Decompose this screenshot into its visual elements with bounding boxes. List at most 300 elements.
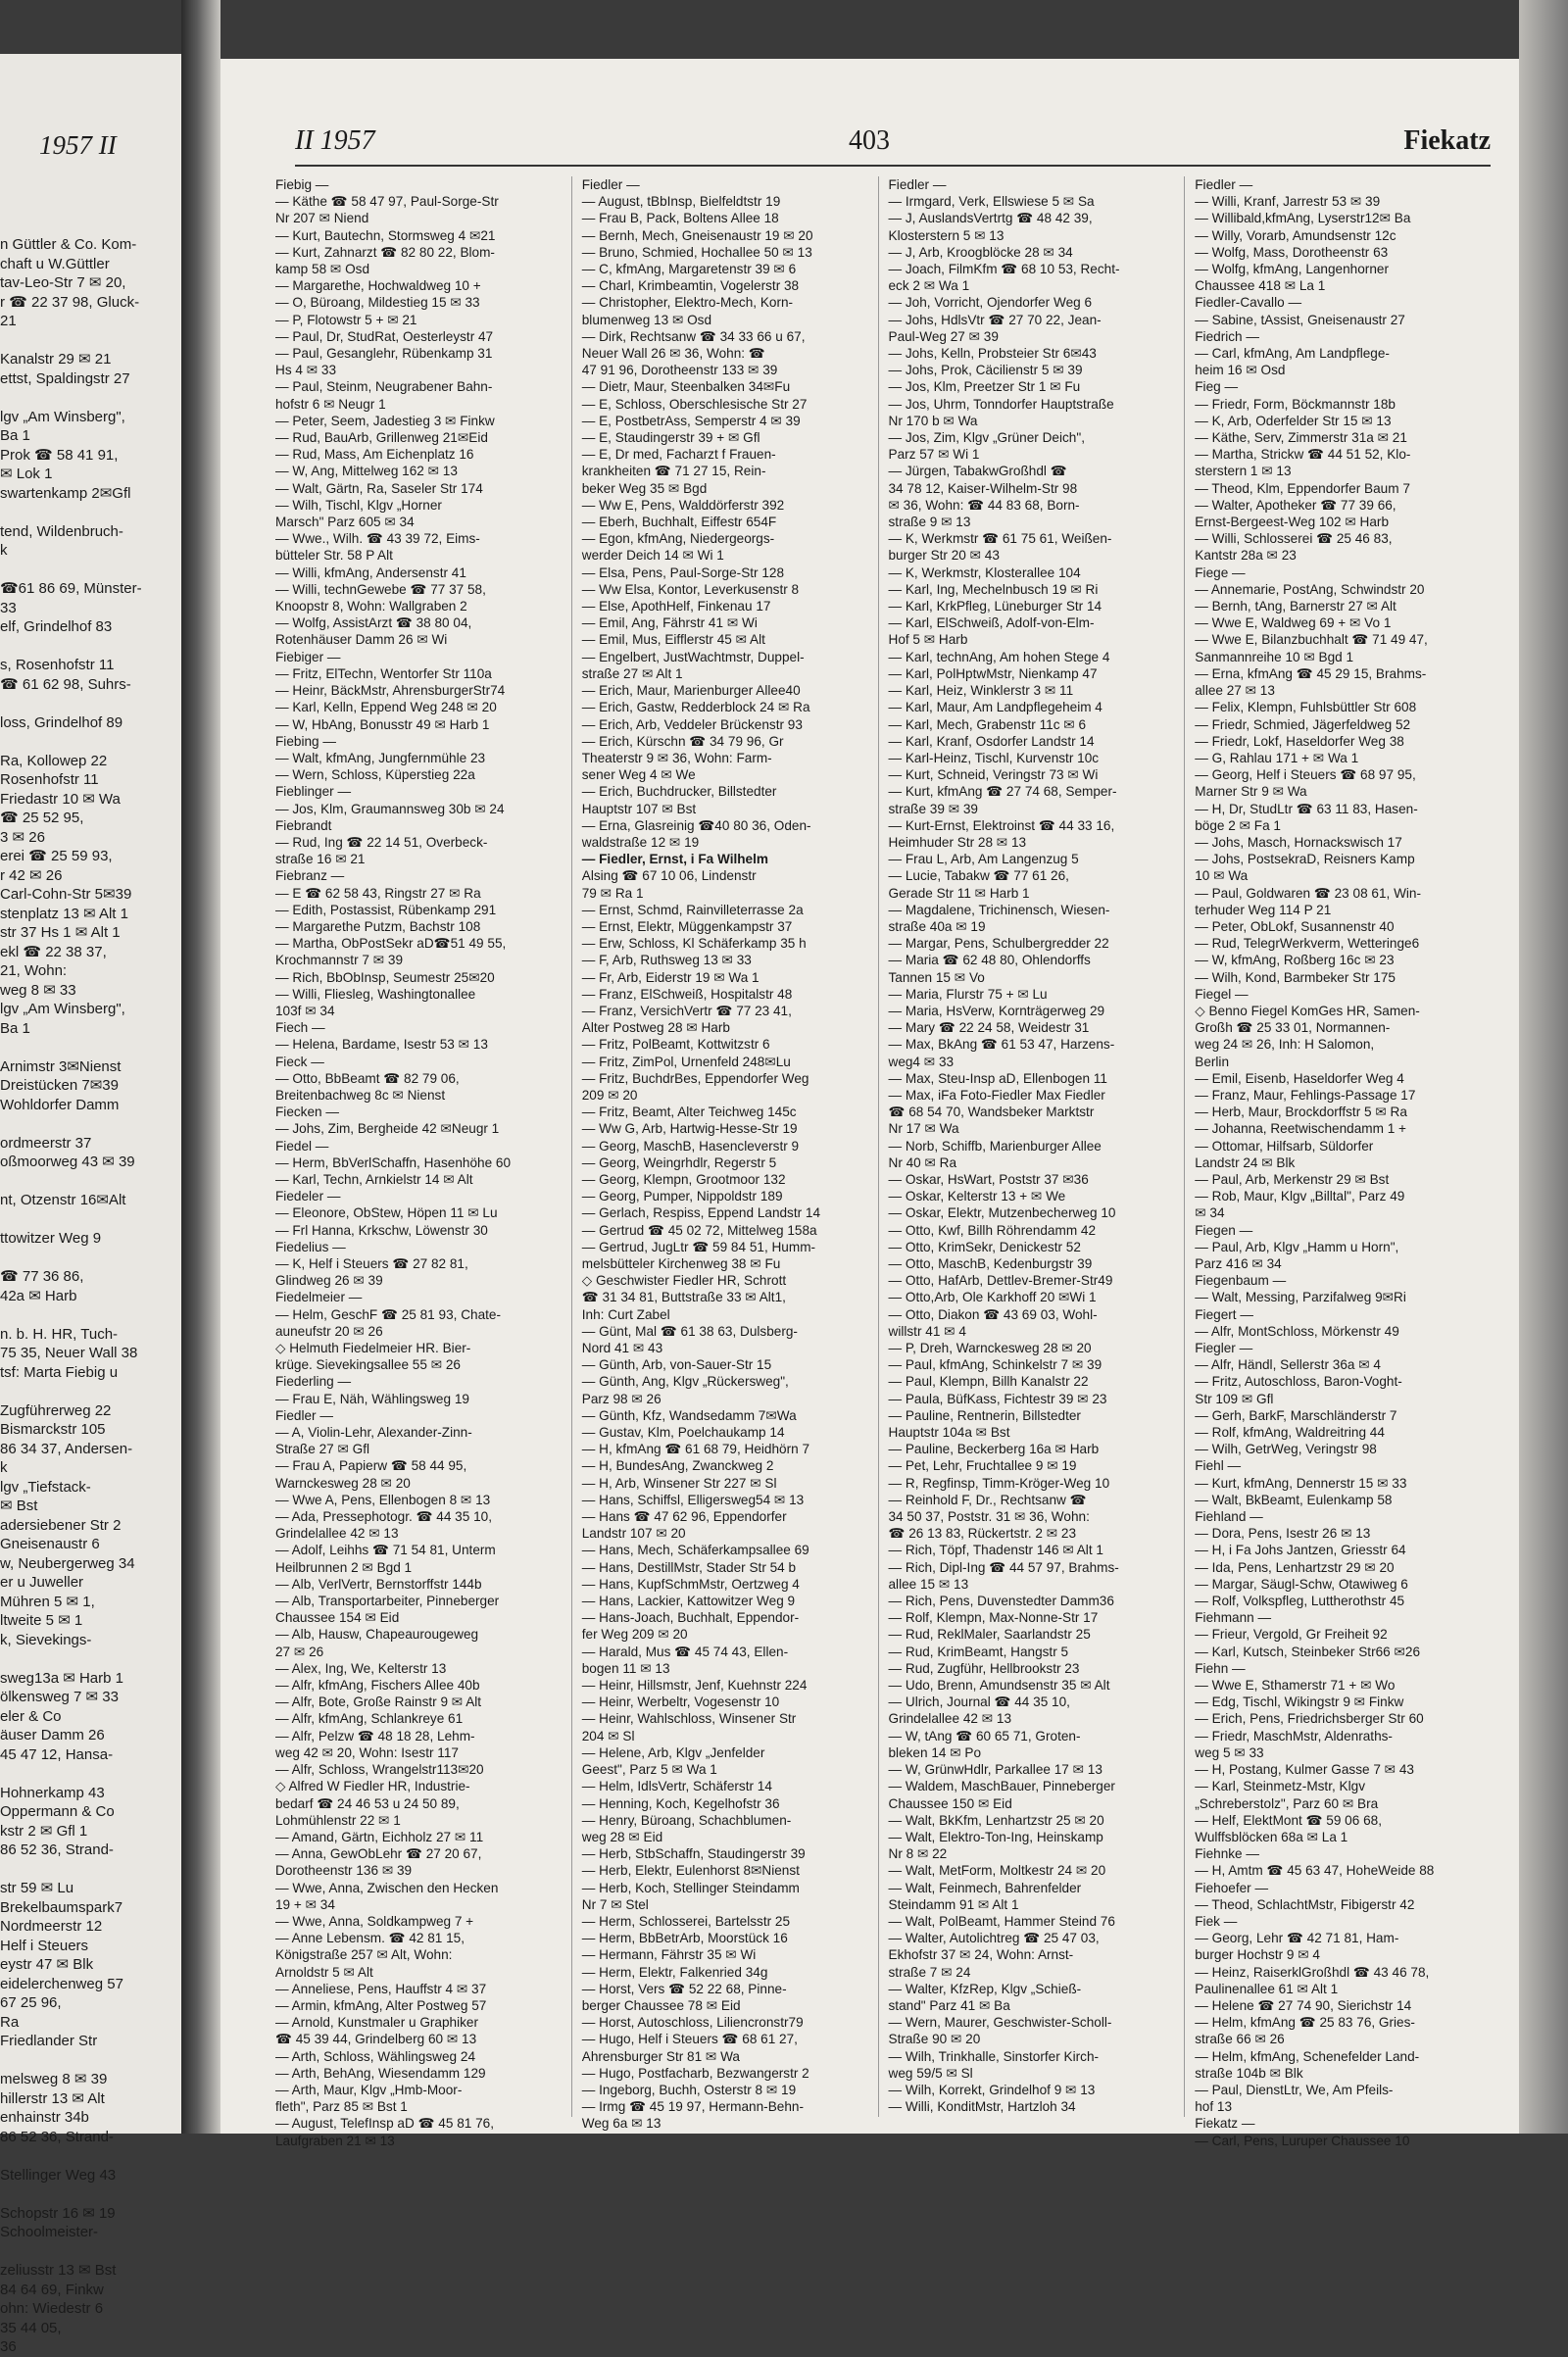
directory-entry: böge 2 ✉ Fa 1 [1195, 817, 1281, 833]
left-page-line: 45 47 12, Hansa- [0, 1745, 114, 1763]
directory-entry: kamp 58 ✉ Osd [275, 262, 370, 277]
directory-entry: Parz 57 ✉ Wi 1 [888, 447, 980, 463]
directory-entry: weg 42 ✉ 20, Wohn: Isestr 117 [275, 1744, 459, 1760]
directory-entry: — K, Werkmstr ☎ 61 75 61, Weißen- [888, 531, 1112, 547]
directory-entry: 34 50 37, Poststr. 31 ✉ 36, Wohn: [888, 1509, 1090, 1525]
directory-entry: Hauptstr 104a ✉ Bst [888, 1425, 1010, 1441]
directory-entry: — Walt, Elektro-Ton-Ing, Heinskamp [888, 1829, 1103, 1844]
left-page-line: r ☎ 22 37 98, Gluck- [0, 293, 140, 311]
directory-entry: — Helm, IdlsVertr, Schäferstr 14 [581, 1779, 772, 1794]
directory-entry: — Joh, Vorricht, Ojendorfer Weg 6 [888, 295, 1093, 311]
directory-entry: — Walter, Autolichtreg ☎ 25 47 03, [888, 1931, 1100, 1946]
directory-entry: — Frau A, Papierw ☎ 58 44 95, [275, 1458, 467, 1474]
directory-entry: — J, AuslandsVertrtg ☎ 48 42 39, [888, 211, 1093, 226]
directory-entry: — Wolfg, kfmAng, Langenhorner [1195, 262, 1389, 277]
directory-entry: — Paul, Gesanglehr, Rübenkamp 31 [275, 346, 493, 362]
directory-entry: — Erich, Arb, Veddeler Brückenstr 93 [581, 716, 803, 732]
directory-entry: — A, Violin-Lehr, Alexander-Zinn- [275, 1425, 472, 1441]
left-page-line: lgv „Tiefstack- [0, 1478, 91, 1496]
directory-entry: — Maria ☎ 62 48 80, Ohlendorffs [888, 953, 1091, 968]
directory-entry: — Alex, Ing, We, Kelterstr 13 [275, 1660, 447, 1676]
directory-entry: — Johs, Kelln, Probsteier Str 6✉43 [888, 346, 1097, 362]
directory-entry: — Walter, KfzRep, Klgv „Schieß- [888, 1981, 1082, 1996]
directory-entry: — Wwe, Anna, Zwischen den Hecken [275, 1880, 499, 1895]
directory-entry: Sanmannreihe 10 ✉ Bgd 1 [1195, 649, 1354, 664]
directory-entry: — Hermann, Fährstr 35 ✉ Wi [581, 1947, 757, 1963]
directory-entry: — Theod, SchlachtMstr, Fibigerstr 42 [1195, 1896, 1415, 1912]
directory-entry: — Wilh, Korrekt, Grindelhof 9 ✉ 13 [888, 2082, 1096, 2097]
directory-entry: — Willi, Fliesleg, Washingtonallee [275, 986, 476, 1002]
directory-entry: — Wilh, Kond, Barmbeker Str 175 [1195, 969, 1396, 985]
left-page-line: Oppermann & Co [0, 1803, 115, 1820]
left-page-line: Prok ☎ 58 41 91, [0, 446, 119, 464]
left-page-line: k, Sievekings- [0, 1631, 92, 1648]
directory-entry: straße 7 ✉ 24 [888, 1964, 971, 1980]
left-page-line: 86 52 36, Strand- [0, 1841, 114, 1858]
directory-entry: — Walt, Messing, Parzifalweg 9✉Ri [1195, 1290, 1406, 1305]
directory-entry: — K, Werkmstr, Klosterallee 104 [888, 565, 1081, 580]
directory-entry: — Walt, Gärtn, Ra, Saseler Str 174 [275, 480, 483, 496]
directory-entry: — Emil, Mus, Eifflerstr 45 ✉ Alt [581, 632, 765, 648]
directory-entry: werder Deich 14 ✉ Wi 1 [581, 548, 724, 564]
directory-entry: — Lucie, Tabakw ☎ 77 61 26, [888, 868, 1069, 884]
directory-entry: — Erich, Kürschn ☎ 34 79 96, Gr [581, 733, 784, 749]
directory-entry: weg 28 ✉ Eid [581, 1829, 663, 1844]
directory-entry: Alsing ☎ 67 10 06, Lindenstr [581, 868, 757, 884]
directory-entry: beker Weg 35 ✉ Bgd [581, 480, 708, 496]
directory-entry: melsbütteler Kirchenweg 38 ✉ Fu [581, 1256, 781, 1271]
directory-entry: — E ☎ 62 58 43, Ringstr 27 ✉ Ra [275, 885, 481, 901]
directory-entry: Nr 7 ✉ Stel [581, 1896, 649, 1912]
directory-entry: — Hans, KupfSchmMstr, Oertzweg 4 [581, 1576, 800, 1592]
surname-heading: Fiech — [275, 1020, 325, 1036]
directory-entry: — Maria, Flurstr 75 + ✉ Lu [888, 986, 1048, 1002]
directory-entry: — Oskar, HsWart, Poststr 37 ✉36 [888, 1171, 1089, 1187]
left-page-line: n. b. H. HR, Tuch- [0, 1325, 119, 1343]
directory-entry: — Edg, Tischl, Wikingstr 9 ✉ Finkw [1195, 1694, 1404, 1710]
directory-entry: — Udo, Brenn, Amundsenstr 35 ✉ Alt [888, 1678, 1110, 1694]
directory-entry: — Otto, BbBeamt ☎ 82 79 06, [275, 1070, 460, 1086]
directory-entry: — Erich, Gastw, Redderblock 24 ✉ Ra [581, 700, 810, 715]
left-page-line: 67 25 96, [0, 1994, 62, 2011]
directory-entry: — Käthe ☎ 58 47 97, Paul-Sorge-Str [275, 194, 499, 210]
directory-entry: — Pauline, Rentnerin, Billstedter [888, 1407, 1081, 1423]
left-page-line [0, 694, 181, 713]
directory-entry: — Paul, Klempn, Billh Kanalstr 22 [888, 1374, 1089, 1390]
directory-entry: Alter Postweg 28 ✉ Harb [581, 1020, 730, 1036]
surname-heading: Fiedler — [275, 1407, 333, 1423]
directory-entry: hofstr 6 ✉ Neugr 1 [275, 396, 386, 412]
directory-entry: — Frau L, Arb, Am Langenzug 5 [888, 852, 1079, 867]
directory-entry: — W, Ang, Mittelweg 162 ✉ 13 [275, 464, 458, 479]
directory-entry: — J, Arb, Kroogblöcke 28 ✉ 34 [888, 244, 1073, 260]
directory-entry: — Margarethe, Hochwaldweg 10 + [275, 278, 481, 294]
directory-entry: 34 78 12, Kaiser-Wilhelm-Str 98 [888, 480, 1078, 496]
directory-entry: — Hans, Lackier, Kattowitzer Weg 9 [581, 1594, 796, 1609]
directory-entry: — Ww E, Pens, Walddörferstr 392 [581, 497, 785, 513]
directory-entry: — Magdalene, Trichinensch, Wiesen- [888, 902, 1110, 917]
left-page-line: äuser Damm 26 [0, 1727, 105, 1743]
directory-entry: — August, tBbInsp, Bielfeldtstr 19 [581, 194, 781, 210]
directory-entry: — Kurt, Schneid, Veringstr 73 ✉ Wi [888, 767, 1099, 783]
directory-entry: ◇ Alfred W Fiedler HR, Industrie- [275, 1779, 470, 1794]
directory-entry: Marner Str 9 ✉ Wa [1195, 784, 1307, 800]
directory-entry: „Schreberstolz", Parz 60 ✉ Bra [1195, 1795, 1379, 1811]
directory-entry: — Ingeborg, Buchh, Osterstr 8 ✉ 19 [581, 2082, 797, 2097]
left-page-line: kstr 2 ✉ Gfl 1 [0, 1822, 88, 1840]
directory-entry: Chaussee 418 ✉ La 1 [1195, 278, 1326, 294]
directory-entry: — Georg, Helf i Steuers ☎ 68 97 95, [1195, 767, 1416, 783]
directory-entry: Wulffsblöcken 68a ✉ La 1 [1195, 1829, 1348, 1844]
directory-entry: straße 39 ✉ 39 [888, 801, 978, 816]
directory-entry: — Herm, BbVerlSchaffn, Hasenhöhe 60 [275, 1154, 512, 1170]
directory-entry: — Johs, HdlsVtr ☎ 27 70 22, Jean- [888, 312, 1102, 327]
left-page [0, 54, 181, 2355]
left-page-line: chaft u W.Güttler [0, 255, 110, 272]
directory-entry: Nr 207 ✉ Niend [275, 211, 369, 226]
directory-entry: — H, Dr, StudLtr ☎ 63 11 83, Hasen- [1195, 801, 1418, 816]
left-page-line [0, 1860, 181, 1880]
directory-entry: ◇ Geschwister Fiedler HR, Schrott [581, 1273, 787, 1289]
directory-entry: — Alfr, Schloss, Wrangelstr113✉20 [275, 1762, 484, 1778]
directory-entry: — Georg, Weingrhdlr, Regerstr 5 [581, 1154, 777, 1170]
directory-entry: — Karl, Mech, Grabenstr 11c ✉ 6 [888, 716, 1087, 732]
directory-entry: — Herm, Elektr, Falkenried 34g [581, 1964, 768, 1980]
directory-entry: — W, kfmAng, Roßberg 16c ✉ 23 [1195, 953, 1395, 968]
directory-entry: — Alb, Transportarbeiter, Pinneberger [275, 1594, 500, 1609]
directory-entry: — Karl, technAng, Am hohen Stege 4 [888, 649, 1110, 664]
directory-entry: — Max, iFa Foto-Fiedler Max Fiedler [888, 1087, 1105, 1103]
directory-entry: — Rud, TelegrWerkverm, Wetteringe6 [1195, 936, 1420, 952]
directory-entry: — Theod, Klm, Eppendorfer Baum 7 [1195, 480, 1410, 496]
directory-entry: — Walt, BkKfm, Lenhartzstr 25 ✉ 20 [888, 1812, 1104, 1828]
directory-entry: Weg 6a ✉ 13 [581, 2116, 662, 2132]
directory-entry: bütteler Str. 58 P Alt [275, 548, 393, 564]
directory-entry: heim 16 ✉ Osd [1195, 363, 1286, 378]
directory-entry: — Alfr, Bote, Große Rainstr 9 ✉ Alt [275, 1694, 482, 1710]
directory-entry: — Günth, Ang, Klgv „Rückersweg", [581, 1374, 789, 1390]
directory-entry: Nr 170 b ✉ Wa [888, 413, 978, 428]
directory-entry: — Paul, kfmAng, Schinkelstr 7 ✉ 39 [888, 1357, 1102, 1373]
directory-entry: 209 ✉ 20 [581, 1087, 638, 1103]
directory-entry: — Helm, GeschF ☎ 25 81 93, Chate- [275, 1306, 501, 1322]
left-page-line: weg 8 ✉ 33 [0, 981, 76, 999]
directory-entry: — Hans, Mech, Schäferkampsallee 69 [581, 1543, 809, 1558]
directory-entry: auneufstr 20 ✉ 26 [275, 1323, 383, 1339]
directory-entry: — Walt, Feinmech, Bahrenfelder [888, 1880, 1082, 1895]
directory-entry: — Arth, BehAng, Wiesendamm 129 [275, 2065, 486, 2081]
left-page-line: oßmoorweg 43 ✉ 39 [0, 1154, 135, 1170]
column-1 [275, 176, 572, 2148]
directory-entry: — Karl, Techn, Arnkielstr 14 ✉ Alt [275, 1171, 473, 1187]
surname-heading: Fiegler — [1195, 1341, 1253, 1356]
directory-entry: — H, BundesAng, Zwanckweg 2 [581, 1458, 774, 1474]
left-page-line: lgv „Am Winsberg", [0, 1001, 125, 1017]
directory-entry: Straße 90 ✉ 20 [888, 2032, 981, 2047]
directory-entry: — Heinr, Wahlschloss, Winsener Str [581, 1711, 797, 1727]
left-page-line: Friedlander Str [0, 2033, 98, 2049]
directory-entry: Berlin [1195, 1054, 1230, 1069]
directory-entry: — Max, BkAng ☎ 61 53 47, Harzens- [888, 1037, 1115, 1053]
directory-entry: — Ottomar, Hilfsarb, Süldorfer [1195, 1138, 1374, 1154]
directory-entry: — Paul, Arb, Klgv „Hamm u Horn", [1195, 1239, 1399, 1254]
left-page-line: eidelerchenweg 57 [0, 1975, 123, 1992]
left-page-line [0, 1764, 181, 1784]
left-page-line [0, 1649, 181, 1669]
surname-heading: Fiedel — [275, 1138, 329, 1154]
directory-entry: — Jos, Uhrm, Tonndorfer Hauptstraße [888, 396, 1114, 412]
directory-entry: 27 ✉ 26 [275, 1644, 324, 1659]
left-page-line: Rosenhofstr 11 [0, 771, 99, 788]
directory-entry: Inh: Curt Zabel [581, 1306, 670, 1322]
surname-heading: Fiegenbaum — [1195, 1273, 1287, 1289]
directory-entry: Glindweg 26 ✉ 39 [275, 1273, 383, 1289]
directory-entry: Str 109 ✉ Gfl [1195, 1391, 1274, 1406]
directory-entry: — Edith, Postassist, Rübenkamp 291 [275, 902, 497, 917]
directory-entry: — Rich, BbObInsp, Seumestr 25✉20 [275, 969, 495, 985]
directory-entry: Tannen 15 ✉ Vo [888, 969, 985, 985]
directory-entry: — Peter, ObLokf, Susannenstr 40 [1195, 918, 1395, 934]
directory-entry: — Emil, Eisenb, Haseldorfer Weg 4 [1195, 1070, 1404, 1086]
directory-entry: — Frieur, Vergold, Gr Freiheit 92 [1195, 1627, 1388, 1643]
directory-entry: — Wwe A, Pens, Ellenbogen 8 ✉ 13 [275, 1492, 491, 1507]
directory-entry: — Wern, Maurer, Geschwister-Scholl- [888, 2015, 1112, 2031]
directory-entry: — Felix, Klempn, Fuhlsbüttler Str 608 [1195, 700, 1417, 715]
directory-entry: — Wern, Schloss, Küperstieg 22a [275, 767, 475, 783]
directory-entry: — E, Staudingerstr 39 + ✉ Gfl [581, 430, 760, 446]
directory-entry: — Else, ApothHelf, Finkenau 17 [581, 599, 771, 614]
directory-entry: — H, Arb, Winsener Str 227 ✉ Sl [581, 1475, 777, 1491]
directory-entry: — Georg, Lehr ☎ 42 71 81, Ham- [1195, 1931, 1399, 1946]
directory-entry: — Martha, Strickw ☎ 44 51 52, Klo- [1195, 447, 1411, 463]
header-volume-year: II 1957 [295, 125, 375, 156]
directory-entry: — Ernst, Elektr, Müggenkampstr 37 [581, 918, 793, 934]
directory-entry: Nr 8 ✉ 22 [888, 1846, 948, 1862]
directory-columns [275, 176, 1491, 2148]
directory-entry: — Hans, Schiffsl, Elligersweg54 ✉ 13 [581, 1492, 805, 1507]
directory-entry: krüge. Sievekingsallee 55 ✉ 26 [275, 1357, 461, 1373]
directory-entry: — Rich, Töpf, Thadenstr 146 ✉ Alt 1 [888, 1543, 1103, 1558]
directory-entry: — Wwe., Wilh. ☎ 43 39 72, Eims- [275, 531, 480, 547]
surname-heading: Fiehoefer — [1195, 1880, 1269, 1895]
left-page-line: eler & Co [0, 1707, 62, 1725]
directory-entry: — Erw, Schloss, Kl Schäferkamp 35 h [581, 936, 807, 952]
directory-entry: 47 91 96, Dorotheenstr 133 ✉ 39 [581, 363, 778, 378]
directory-entry: — Alfr, kfmAng, Fischers Allee 40b [275, 1678, 480, 1694]
directory-entry: — Herm, BbBetrArb, Moorstück 16 [581, 1931, 788, 1946]
left-page-line: Gneisenaustr 6 [0, 1536, 100, 1552]
directory-entry: weg 59/5 ✉ Sl [888, 2065, 973, 2081]
surname-heading: Fiedelius — [275, 1239, 346, 1254]
left-page-line [0, 388, 181, 408]
column-4 [1195, 176, 1491, 2148]
directory-entry: — Sabine, tAssist, Gneisenaustr 27 [1195, 312, 1405, 327]
left-page-line: k [0, 542, 8, 559]
directory-entry: — Herm, Schlosserei, Bartelsstr 25 [581, 1913, 791, 1929]
directory-entry: — Ernst, Schmd, Rainvilleterrasse 2a [581, 902, 804, 917]
directory-entry: Grindelallee 42 ✉ 13 [888, 1711, 1012, 1727]
directory-entry: — K, Helf i Steuers ☎ 27 82 81, [275, 1256, 468, 1271]
directory-entry: — Paul, DienstLtr, We, Am Pfeils- [1195, 2082, 1394, 2097]
directory-entry: — Otto, MaschB, Kedenburgstr 39 [888, 1256, 1093, 1271]
directory-entry: 10 ✉ Wa [1195, 868, 1249, 884]
directory-entry: — Jos, Klm, Graumannsweg 30b ✉ 24 [275, 801, 505, 816]
directory-entry: — Willi, KonditMstr, Hartzloh 34 [888, 2099, 1076, 2115]
directory-entry: — Helm, kfmAng, Schenefelder Land- [1195, 2048, 1420, 2064]
directory-entry: — Alfr, Pelzw ☎ 48 18 28, Lehm- [275, 1728, 475, 1743]
directory-entry: — H, kfmAng ☎ 61 68 79, Heidhörn 7 [581, 1442, 810, 1457]
running-head: Fiekatz [1403, 125, 1491, 156]
directory-entry: — Kurt, kfmAng, Dennerstr 15 ✉ 33 [1195, 1475, 1407, 1491]
directory-entry: ◇ Helmuth Fiedelmeier HR. Bier- [275, 1341, 471, 1356]
left-page-line: 3 ✉ 26 [0, 828, 45, 846]
left-page-line: 86 34 37, Andersen- [0, 1440, 133, 1457]
surname-heading: Fiek — [1195, 1913, 1238, 1929]
left-page-line: enhainstr 34b [0, 2109, 89, 2126]
directory-entry: — Hans ☎ 47 62 96, Eppendorfer [581, 1509, 787, 1525]
directory-entry: Theaterstr 9 ✉ 36, Wohn: Farm- [581, 750, 772, 765]
directory-entry: — Gertrud, JugLtr ☎ 59 84 51, Humm- [581, 1239, 816, 1254]
directory-entry: — Helena, Bardame, Isestr 53 ✉ 13 [275, 1037, 488, 1053]
surname-heading: Fiegel — [1195, 986, 1249, 1002]
left-page-line: 84 64 69, Finkw [0, 2281, 104, 2298]
left-page-line: Nordmeerstr 12 [0, 1918, 103, 1935]
directory-entry: — Fritz, ElTechn, Wentorfer Str 110a [275, 665, 492, 681]
directory-entry: Großh ☎ 25 33 01, Normannen- [1195, 1020, 1391, 1036]
page-number: 403 [849, 125, 890, 156]
left-page-line: hillerstr 13 ✉ Alt [0, 2089, 105, 2107]
surname-heading: Fiehl — [1195, 1458, 1242, 1474]
left-page-line [0, 1038, 181, 1057]
directory-entry: — E, Schloss, Oberschlesische Str 27 [581, 396, 808, 412]
left-page-line: melsweg 8 ✉ 39 [0, 2071, 108, 2087]
left-page-line: w, Neubergerweg 34 [0, 1554, 135, 1572]
directory-entry: — Ww G, Arb, Hartwig-Hesse-Str 19 [581, 1121, 798, 1137]
left-page-line: ekl ☎ 22 38 37, [0, 943, 107, 960]
directory-entry: — Peter, Seem, Jadestieg 3 ✉ Finkw [275, 413, 495, 428]
directory-entry: — Rud, KrimBeamt, Hangstr 5 [888, 1644, 1069, 1659]
left-page-line: 36 [0, 2338, 17, 2355]
surname-heading: Fiebiger — [275, 649, 341, 664]
directory-entry: — Paul, Arb, Merkenstr 29 ✉ Bst [1195, 1171, 1390, 1187]
directory-entry: Neuer Wall 26 ✉ 36, Wohn: ☎ [581, 346, 765, 362]
left-page-line: k [0, 1459, 8, 1476]
directory-entry: ◇ Benno Fiegel KomGes HR, Samen- [1195, 1003, 1420, 1018]
directory-entry: fleth", Parz 85 ✉ Bst 1 [275, 2099, 408, 2115]
directory-entry: — Arnold, Kunstmaler u Graphiker [275, 2015, 479, 2031]
directory-entry: — Otto, HafArb, Dettlev-Bremer-Str49 [888, 1273, 1113, 1289]
directory-entry: Gerade Str 11 ✉ Harb 1 [888, 885, 1030, 901]
directory-entry: — Georg, MaschB, Hasencleverstr 9 [581, 1138, 800, 1154]
left-page-line: ettst, Spaldingstr 27 [0, 369, 130, 387]
directory-entry: — Heinr, Werbeltr, Vogesenstr 10 [581, 1694, 780, 1710]
directory-entry: berger Chaussee 78 ✉ Eid [581, 1997, 741, 2013]
directory-entry: — Wilh, Tischl, Klgv „Horner [275, 497, 442, 513]
directory-entry: bleken 14 ✉ Po [888, 1744, 982, 1760]
surname-heading: Fiedler-Cavallo — [1195, 295, 1302, 311]
directory-entry: — Alb, Hausw, Chapeaurougeweg [275, 1627, 479, 1643]
directory-entry: — Hans-Joach, Buchhalt, Eppendor- [581, 1610, 800, 1626]
left-page-line: str 59 ✉ Lu [0, 1880, 74, 1896]
directory-entry: — Willibald,kfmAng, Lyserstr12✉ Ba [1195, 211, 1411, 226]
directory-entry: — Fritz, PolBeamt, Kottwitzstr 6 [581, 1037, 770, 1053]
left-page-line: ☎61 86 69, Münster- [0, 580, 142, 597]
left-page-line: 33 [0, 599, 17, 616]
directory-entry: Krochmannstr 7 ✉ 39 [275, 953, 404, 968]
directory-entry: — Karl, Maur, Am Landpflegeheim 4 [888, 700, 1102, 715]
directory-entry: — Oskar, Kelterstr 13 + ✉ We [888, 1189, 1066, 1204]
left-page-line: ☎ 61 62 98, Suhrs- [0, 675, 131, 693]
directory-entry: — Franz, VersichVertr ☎ 77 23 41, [581, 1003, 792, 1018]
directory-entry: — Elsa, Pens, Paul-Sorge-Str 128 [581, 565, 785, 580]
directory-entry: — Armin, kfmAng, Alter Postweg 57 [275, 1997, 487, 2013]
directory-entry: — Rob, Maur, Klgv „Billtal", Parz 49 [1195, 1189, 1405, 1204]
directory-entry: — C, kfmAng, Margaretenstr 39 ✉ 6 [581, 262, 797, 277]
left-page-line: Ba 1 [0, 427, 30, 444]
directory-entry: — Erich, Maur, Marienburger Allee40 [581, 683, 801, 699]
directory-entry: — Paul, Steinm, Neugrabener Bahn- [275, 379, 493, 395]
directory-entry: — E, Dr med, Facharzt f Frauen- [581, 447, 776, 463]
directory-entry: straße 16 ✉ 21 [275, 852, 366, 867]
directory-entry: — Jürgen, TabakwGroßhdl ☎ [888, 464, 1067, 479]
directory-entry: — Johanna, Reetwischendamm 1 + [1195, 1121, 1406, 1137]
left-page-line: 86 52 36, Strand- [0, 2128, 114, 2145]
left-page-header: 1957 II [39, 130, 117, 160]
directory-entry: — Adolf, Leihhs ☎ 71 54 81, Unterm [275, 1543, 496, 1558]
directory-entry: — Rud, Ing ☎ 22 14 51, Overbeck- [275, 834, 488, 850]
left-page-line: Schopstr 16 ✉ 19 [0, 2204, 116, 2222]
directory-entry: — Karl, Kelln, Eppend Weg 248 ✉ 20 [275, 700, 497, 715]
directory-entry: — Rud, Mass, Am Eichenplatz 16 [275, 447, 474, 463]
surname-heading: Fiebrandt [275, 817, 332, 833]
left-page-line: Stellinger Weg 43 [0, 2166, 117, 2184]
directory-entry: — Irmg ☎ 45 19 97, Hermann-Behn- [581, 2099, 804, 2115]
left-page-line: Carl-Cohn-Str 5✉39 [0, 886, 132, 903]
left-page-line: Brekelbaumspark7 [0, 1898, 123, 1916]
left-page-line: adersiebener Str 2 [0, 1516, 122, 1534]
directory-entry: — Norb, Schiffb, Marienburger Allee [888, 1138, 1102, 1154]
directory-entry: burger Str 20 ✉ 43 [888, 548, 1000, 564]
directory-entry: Chaussee 150 ✉ Eid [888, 1795, 1012, 1811]
directory-entry: — Friedr, Form, Böckmannstr 18b [1195, 396, 1396, 412]
directory-entry: — Horst, Vers ☎ 52 22 68, Pinne- [581, 1981, 787, 1996]
directory-entry: weg 24 ✉ 26, Inh: H Salomon, [1195, 1037, 1375, 1053]
surname-heading: Fiedrich — [1195, 328, 1259, 344]
directory-entry: — Gerlach, Respiss, Eppend Landstr 14 [581, 1205, 821, 1221]
directory-entry: Hof 5 ✉ Harb [888, 632, 968, 648]
left-page-line [0, 1249, 181, 1268]
directory-entry: — Engelbert, JustWachtmstr, Duppel- [581, 649, 805, 664]
directory-entry: — Herb, Maur, Brockdorffstr 5 ✉ Ra [1195, 1105, 1407, 1120]
directory-entry: Marsch" Parz 605 ✉ 34 [275, 515, 415, 530]
directory-entry: — Oskar, Elektr, Mutzenbecherweg 10 [888, 1205, 1116, 1221]
directory-entry: Paul-Weg 27 ✉ 39 [888, 328, 999, 344]
directory-entry: — Margarethe Putzm, Bachstr 108 [275, 918, 481, 934]
directory-entry: — Jos, Klm, Preetzer Str 1 ✉ Fu [888, 379, 1081, 395]
directory-entry: — R, Regfinsp, Timm-Kröger-Weg 10 [888, 1475, 1110, 1491]
left-page-line: ☎ 77 36 86, [0, 1268, 84, 1285]
directory-entry: — Helf, ElektMont ☎ 59 06 68, [1195, 1812, 1382, 1828]
directory-entry: — Kurt, Bautechn, Stormsweg 4 ✉21 [275, 227, 496, 243]
directory-entry: — Alfr, kfmAng, Schlankreye 61 [275, 1711, 464, 1727]
left-page-line: Arnimstr 3✉Nienst [0, 1057, 122, 1075]
directory-entry: — Günt, Mal ☎ 61 38 63, Dulsberg- [581, 1323, 798, 1339]
directory-entry: — Franz, Maur, Fehlings-Passage 17 [1195, 1087, 1416, 1103]
directory-entry: — Willi, technGewebe ☎ 77 37 58, [275, 581, 486, 597]
left-page-line: r 42 ✉ 26 [0, 866, 63, 884]
directory-entry: — Amand, Gärtn, Eichholz 27 ✉ 11 [275, 1829, 484, 1844]
left-page-line: Schoolmeister- [0, 2224, 99, 2240]
